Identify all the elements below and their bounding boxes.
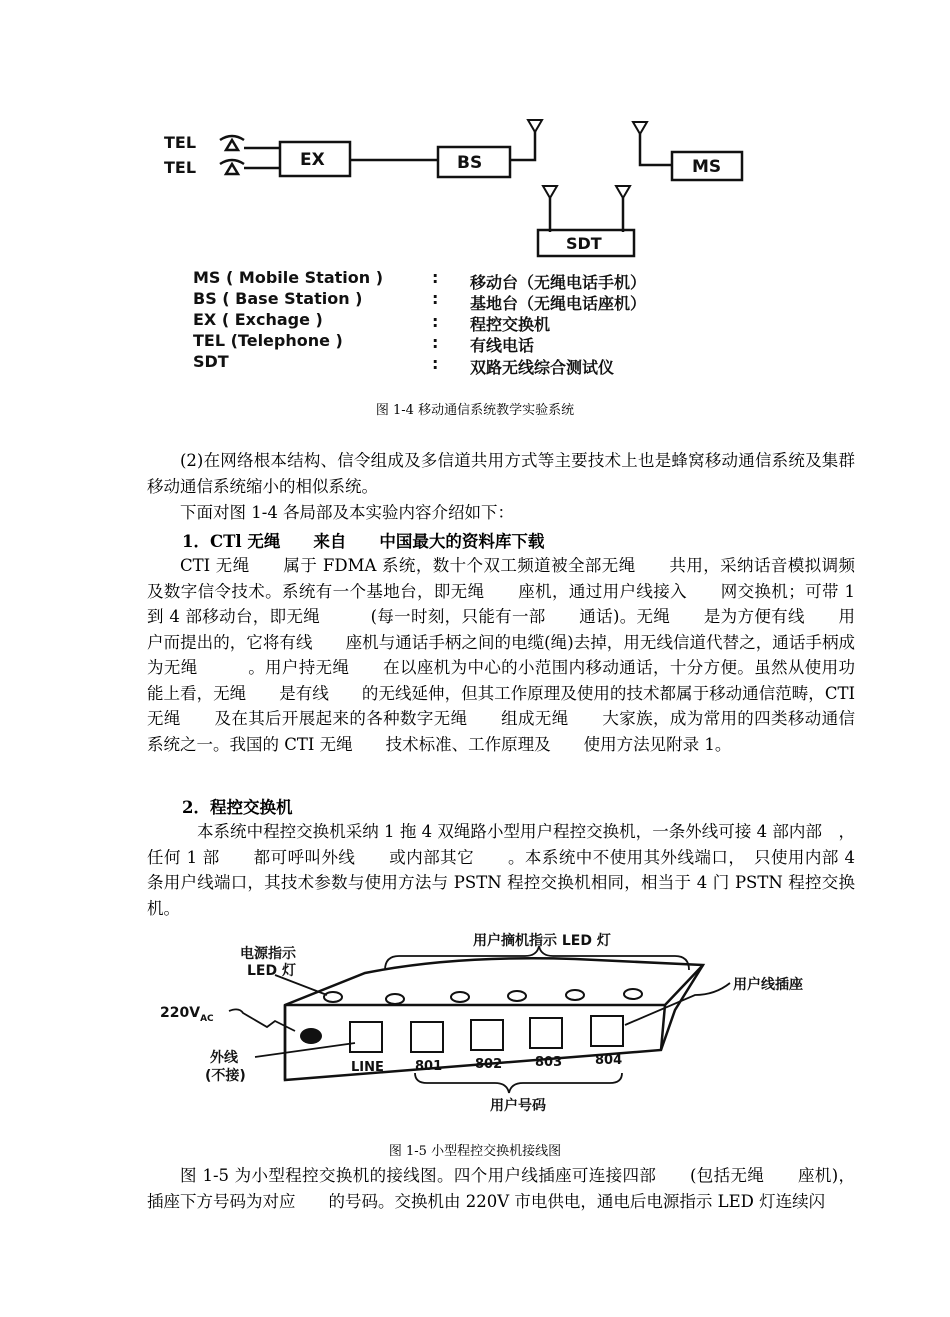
power-led-label: 电源指示 [240,946,296,962]
figure-1-5-diagram [155,925,835,1120]
antenna-icon [616,186,630,198]
paragraph-2: 下面对图 1-4 各局部及本实验内容介绍如下： [180,503,515,522]
power-socket [300,1028,322,1044]
ex-label: EX [300,150,325,170]
hook-led-label: 用户摘机指示 LED 灯 [473,933,611,949]
telephone-icon [220,136,244,150]
port-label: 801 [415,1059,443,1074]
antenna-icon [543,186,557,198]
legend-sep: : [432,333,439,352]
user-socket-label: 用户线插座 [733,977,803,993]
tel-label-1: TEL [164,133,197,152]
hook-led [624,989,642,999]
hook-led [566,990,584,1000]
port-label: 803 [535,1055,563,1070]
bs-label: BS [457,153,483,173]
figure-1-4-diagram [150,110,770,270]
hook-led [451,992,469,1002]
legend-term: TEL (Telephone ) [193,331,343,350]
section-heading-1: 1．CTl 无绳 来自 中国最大的资料库下载 [182,532,545,551]
power-led [324,992,342,1002]
legend-term: SDT [193,352,229,371]
legend-term: EX ( Exchage ) [193,310,323,329]
legend-sep: : [432,354,439,373]
paragraph-4: 本系统中程控交换机采纳 1 拖 4 双绳路小型用户程控交换机，一条外线可接 4 部内部 ，任何 1 部 都可呼叫外线 或内部其它 。本系统中不使用其外线端口， 只使用内部 4 条用户线端口，其技术参数与使用方法与 PSTN 程控交换机相同，相当于 4 门 PSTN 程控交换机。 [147,822,855,918]
outer-line-label-2: (不接) [205,1068,246,1084]
port-804 [591,1016,623,1046]
port-802 [471,1020,503,1050]
legend-desc: 基地台（无绳电话座机） [470,294,647,313]
paragraph-1: (2)在网络根本结构、信令组成及多信道共用方式等主要技术上也是蜂窝移动通信系统及集群移动通信系统缩小的相似系统。 [147,451,855,496]
antenna-icon [528,120,542,132]
legend-sep: : [432,289,439,308]
power-input-label: $220V_{AC}$ [160,1005,214,1024]
legend-term: MS ( Mobile Station ) [193,268,384,287]
outer-line-label: 外线 [210,1050,238,1066]
legend-desc: 有线电话 [470,336,535,355]
figure-1-4-caption: 图 1-4 移动通信系统教学实验系统 [375,403,575,418]
telephone-icon [220,160,244,174]
port-803 [530,1018,562,1048]
legend-term: BS ( Base Station ) [193,289,363,308]
legend-desc: 程控交换机 [470,315,551,334]
legend-desc: 双路无线综合测试仪 [470,358,615,377]
port-label: 802 [475,1057,503,1072]
paragraph-5: 图 1-5 为小型程控交换机的接线图。四个用户线插座可连接四部 (包括无绳 座机)，插座下方号码为对应 的号码。交换机由 220V 市电供电，通电后电源指示 LED 灯连续闪 [147,1166,855,1211]
section-heading-2: 2．程控交换机 [182,798,293,817]
legend-desc: 移动台（无绳电话手机） [470,273,647,292]
legend-sep: : [432,312,439,331]
user-numbers-label: 用户号码 [490,1098,546,1114]
tel-label-2: TEL [164,158,197,177]
legend-sep: : [432,268,439,287]
port-line [350,1022,382,1052]
port-801 [411,1022,443,1052]
hook-led [508,991,526,1001]
power-led-label-2: LED 灯 [247,963,296,979]
ms-label: MS [692,157,722,177]
figure-1-5-caption: 图 1-5 小型程控交换机接线图 [388,1144,562,1159]
hook-led [386,994,404,1004]
port-label: LINE [351,1060,384,1075]
port-label: 804 [595,1053,623,1068]
sdt-label: SDT [566,234,602,253]
paragraph-3: CTI 无绳 属于 FDMA 系统，数十个双工频道被全部无绳 共用，采纳话音模拟调频及数字信令技术。系统有一个基地台，即无绳 座机，通过用户线接入 网交换机；可带 1 到 4 部移动台，即无绳 (每一时刻，只能有一部 通话)。无绳 是为方便有线 用户而提出的，它将有线 座机与通话手柄之间的电缆(绳)去掉，用无线信道代替之，通话手柄成为无绳 。用户持无绳 在以座机为中心的小范围内移动通话，十分方便。虽然从使用功能上看，无绳 是有线 的无线延伸，但其工作原理及使用的技术都属于移动通信范畴，CTI 无绳 及在其后开展起来的各种数字无绳 组成无绳 大家族，成为常用的四类移动通信系统之一。我国的 CTI 无绳 技术标准、工作原理及 使用方法见附录 1。 [147,556,855,754]
antenna-icon [633,122,647,134]
